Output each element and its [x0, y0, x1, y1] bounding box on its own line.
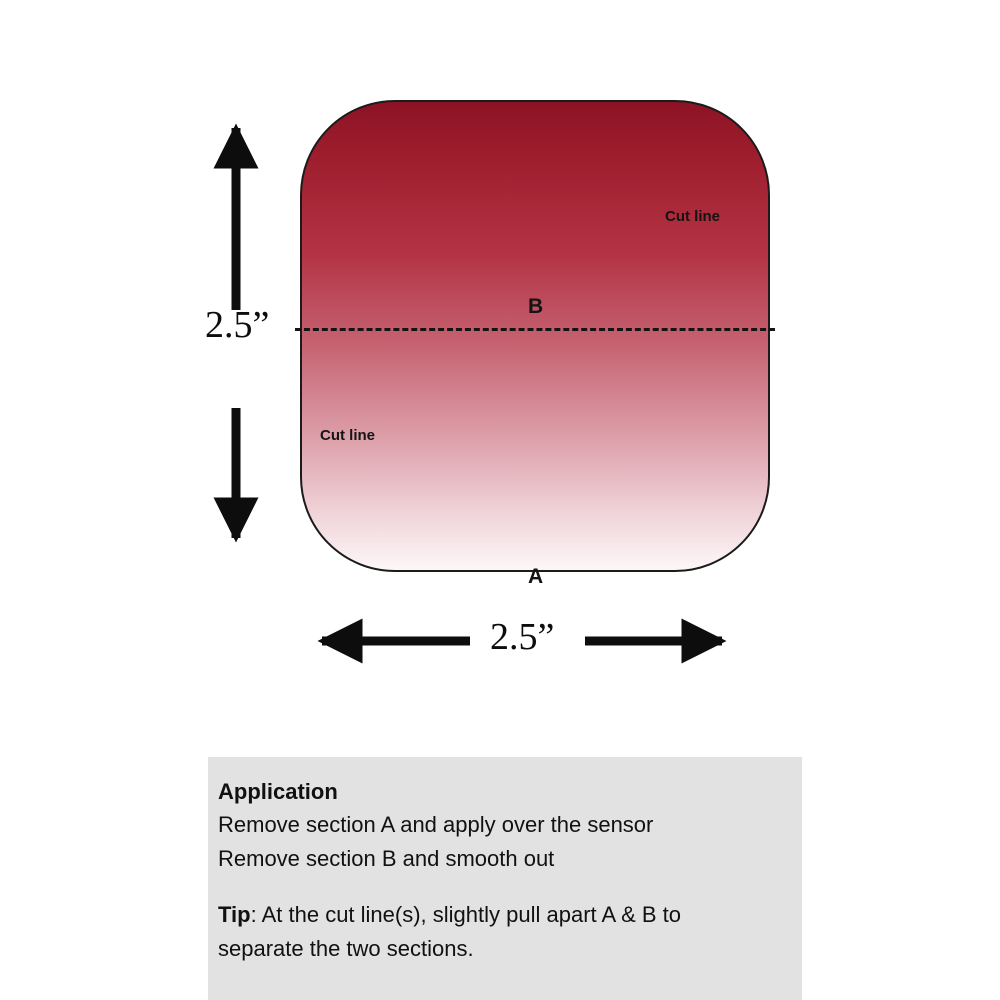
application-spacer — [218, 876, 802, 898]
patch-graphic — [300, 100, 770, 588]
application-panel — [208, 757, 802, 1000]
application-tip-text: : At the cut line(s), slightly pull apart A & B to — [250, 902, 682, 928]
application-title: Application — [218, 779, 338, 804]
horizontal-dimension-label: 2.5” — [490, 616, 555, 658]
cut-line-dashed — [295, 328, 775, 331]
cut-line-label-bottom: Cut line — [320, 427, 375, 444]
application-tip-text-2: separate the two sections. — [218, 936, 474, 962]
application-tip-label: Tip — [218, 902, 251, 928]
application-line-2: Remove section B and smooth out — [218, 846, 555, 872]
section-label-b: B — [528, 295, 544, 318]
vertical-dimension-label: 2.5” — [205, 304, 270, 346]
patch-body — [300, 100, 770, 572]
section-label-a: A — [528, 565, 544, 588]
application-tip — [218, 898, 802, 932]
application-line-1: Remove section A and apply over the sensor — [218, 812, 654, 837]
cut-line-label-top: Cut line — [665, 208, 720, 225]
